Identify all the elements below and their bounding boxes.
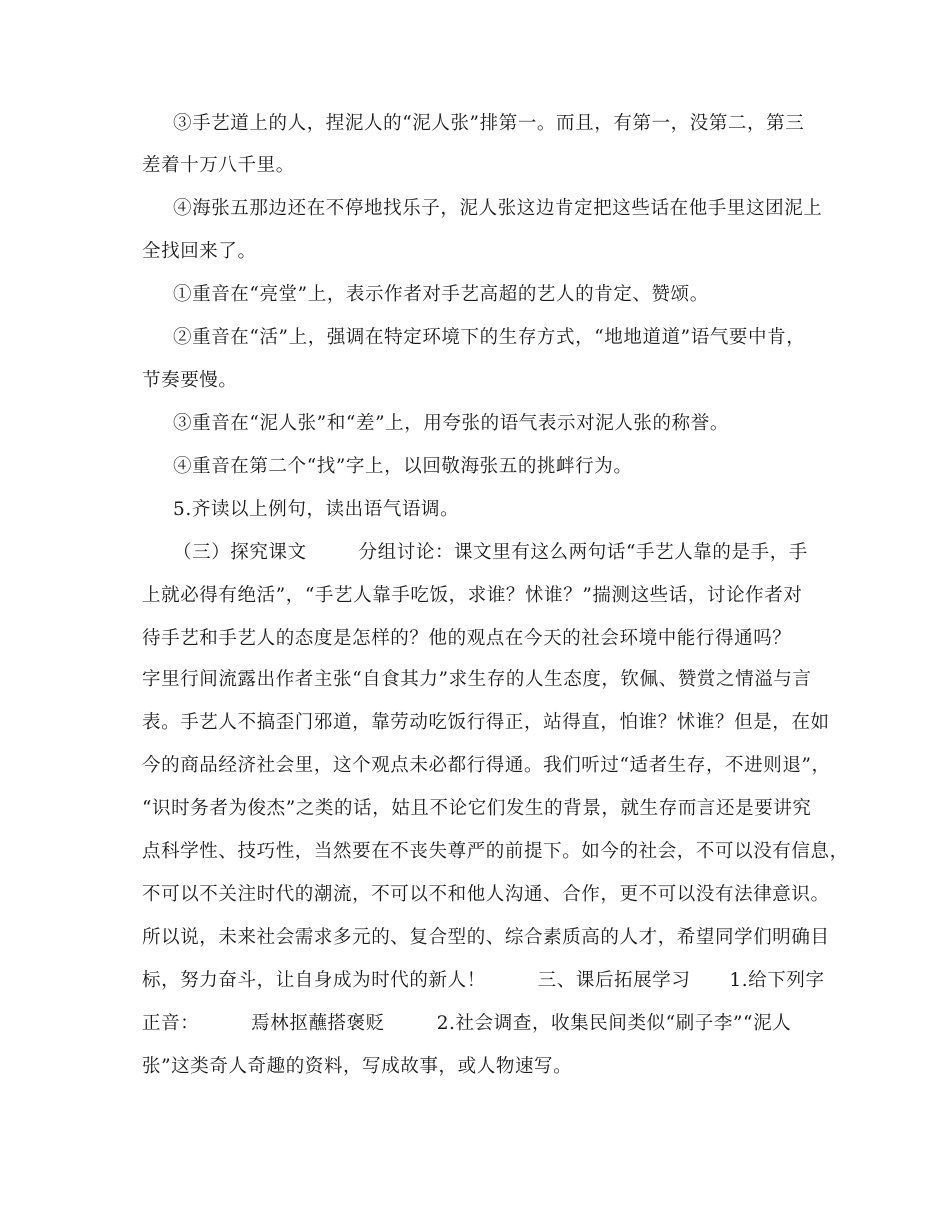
text-line: ③手艺道上的人，捏泥人的“泥人张”排第一。而且，有第一，没第二，第三: [173, 113, 805, 134]
text-line: 5.齐读以上例句，读出语气语调。: [173, 499, 460, 520]
text-line: （三）探究课文 分组讨论：课文里有这么两句话“手艺人靠的是手，手: [173, 542, 808, 563]
text-line: 今的商品经济社会里，这个观点未必都行得通。我们听过“适者生存，不进则退”，: [142, 755, 831, 776]
text-line: ①重音在“亮堂”上，表示作者对手艺高超的艺人的肯定、赞颂。: [173, 284, 709, 305]
text-line: 表。手艺人不搞歪门邪道，靠劳动吃饭行得正，站得直，怕谁？怵谁？但是，在如: [142, 712, 830, 733]
text-line: “识时务者为俊杰”之类的话，姑且不论它们发生的背景，就生存而言还是要讲究: [142, 798, 812, 819]
text-line: 全找回来了。: [142, 241, 257, 262]
text-line: 点科学性、技巧性，当然要在不丧失尊严的前提下。如今的社会，不可以没有信息，: [142, 841, 849, 862]
text-line: 张”这类奇人奇趣的资料，写成故事，或人物速写。: [142, 1056, 573, 1077]
text-line: 待手艺和手艺人的态度是怎样的？他的观点在今天的社会环境中能行得通吗？: [142, 628, 792, 649]
text-line: ②重音在“活”上，强调在特定环境下的生存方式，“地地道道”语气要中肯，: [173, 327, 806, 348]
text-line: ④海张五那边还在不停地找乐子，泥人张这边肯定把这些话在他手里这团泥上: [173, 198, 823, 219]
text-line: ④重音在第二个“找”字上，以回敬海张五的挑衅行为。: [173, 456, 633, 477]
text-line: 正音： 焉林抠蘸搭褒贬 2.社会调查，收集民间类似“刷子李”“泥人: [142, 1013, 792, 1034]
text-line: 所以说，未来社会需求多元的、复合型的、综合素质高的人才，希望同学们明确目: [142, 927, 830, 948]
text-line: 上就必得有绝活”，“手艺人靠手吃饭，求谁？怵谁？”揣测这些话，讨论作者对: [142, 585, 803, 606]
text-line: ③重音在“泥人张”和“差”上，用夸张的语气表示对泥人张的称誉。: [173, 413, 729, 434]
text-line: 差着十万八千里。: [142, 155, 295, 176]
text-line: 字里行间流露出作者主张“自食其力”求生存的人生态度，钦佩、赞赏之情溢与言: [142, 669, 812, 690]
text-line: 节奏要慢。: [142, 370, 238, 391]
text-line: 不可以不关注时代的潮流，不可以不和他人沟通、合作，更不可以没有法律意识。: [142, 884, 830, 905]
text-line: 标，努力奋斗，让自身成为时代的新人！ 三、课后拓展学习 1.给下列字: [142, 970, 825, 991]
